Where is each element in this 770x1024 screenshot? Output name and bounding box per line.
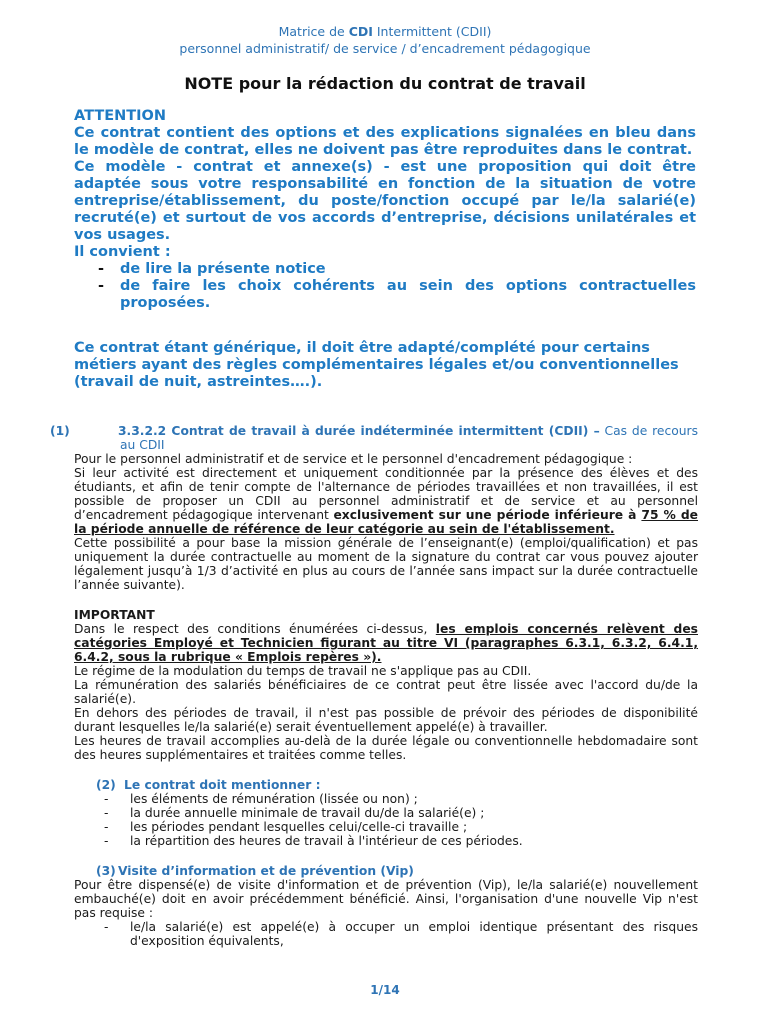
section-3-heading: (3) Visite d’information et de prévention (Vip) xyxy=(96,864,414,878)
section-1-line3: Cette possibilité a pour base la mission générale de l’enseignant(e) (emploi/qualification) et pas uniquement la durée contractuelle au moment de la signature du contrat car vous pouvez ajouter légalement jusqu’à 1/3 d’activité en plus au cours de l’année sans impact sur la durée contractuelle l’année suivante). xyxy=(74,536,698,592)
important-line3: La rémunération des salariés bénéficiaires de ce contrat peut être lissée avec l'accord du/de la salarié(e). xyxy=(74,678,698,706)
list-item: - la durée annuelle minimale de travail du/de la salarié(e) ; xyxy=(74,806,698,820)
list-item: - les périodes pendant lesquelles celui/celle-ci travaille ; xyxy=(74,820,698,834)
important-section xyxy=(74,608,698,762)
list-item: - les éléments de rémunération (lissée ou non) ; xyxy=(74,792,698,806)
section-2 xyxy=(74,778,698,848)
section-3-line1: Pour être dispensé(e) de visite d'information et de prévention (Vip), le/la salarié(e) nouvellement embauché(e) doit en avoir précédemment bénéficié. Ainsi, l'organisation d'une nouvelle Vip n'est pas requise : xyxy=(74,878,698,920)
important-heading: IMPORTANT xyxy=(74,608,155,622)
attention-heading: ATTENTION xyxy=(74,108,166,124)
attention-p1: Ce contrat contient des options et des explications signalées en bleu dans le modèle de contrat, elles ne doivent pas être reproduites dans le contrat. xyxy=(74,125,696,158)
section-1-heading: (1) 3.3.2.2 Contrat de travail à durée indéterminée intermittent (CDII) – Cas de recours au CDII xyxy=(50,424,698,452)
attention-item: - de lire la présente notice xyxy=(74,261,696,278)
list-item: - le/la salarié(e) est appelé(e) à occuper un emploi identique présentant des risques d'exposition équivalents, xyxy=(74,920,698,948)
attention-p3: Il convient : xyxy=(74,244,171,260)
section-1-line1: Pour le personnel administratif et de service et le personnel d'encadrement pédagogique : xyxy=(74,452,633,466)
important-line1: Dans le respect des conditions énumérées ci-dessus, les emplois concernés relèvent des catégories Employé et Technicien figurant au titre VI (paragraphes 6.3.1, 6.3.2, 6.4.1, 6.4.2, sous la rubrique « Emplois repères »). xyxy=(74,622,698,664)
attention-p2: Ce modèle - contrat et annexe(s) - est une proposition qui doit être adaptée sous votre responsabilité en fonction de la situation de votre entreprise/établissement, du poste/fonction occupé par le/la salarié(e) recruté(e) et surtout de vos accords d’entreprise, décisions unilatérales et vos usages. xyxy=(74,159,696,243)
document-header-line1: Matrice de CDI Intermittent (CDII) xyxy=(278,24,492,39)
list-item: - la répartition des heures de travail à l'intérieur de ces périodes. xyxy=(74,834,698,848)
section-1 xyxy=(50,424,699,592)
attention-p4: Ce contrat étant générique, il doit être adapté/complété pour certains métiers ayant des règles complémentaires légales et/ou conventionnelles (travail de nuit, astreintes….). xyxy=(74,340,679,390)
important-line4: En dehors des périodes de travail, il n'est pas possible de prévoir des périodes de disponibilité durant lesquelles le/la salarié(e) serait éventuellement appelé(e) à travailler. xyxy=(74,706,698,734)
document-header-line2: personnel administratif/ de service / d’encadrement pédagogique xyxy=(179,41,591,56)
attention-block xyxy=(74,108,696,312)
section-1-line2: Si leur activité est directement et uniquement conditionnée par la présence des élèves et des étudiants, et afin de tenir compte de l'alternance de périodes travaillées et non travaillées, il est possible de proposer un CDII au personnel administratif et de service et au personnel d’encadrement pédagogique intervenant exclusivement sur une période inférieure à 75 % de la période annuelle de référence de leur catégorie au sein de l'établissement. xyxy=(74,466,699,536)
important-line2: Le régime de la modulation du temps de travail ne s'applique pas au CDII. xyxy=(74,664,532,678)
attention-note xyxy=(74,340,696,391)
important-line5: Les heures de travail accomplies au-delà de la durée légale ou conventionnelle hebdomadaire sont des heures supplémentaires et traitées comme telles. xyxy=(74,734,698,762)
page-title: NOTE pour la rédaction du contrat de travail xyxy=(184,74,586,93)
section-3 xyxy=(74,864,698,948)
attention-item: - de faire les choix cohérents au sein des options contractuelles proposées. xyxy=(74,278,696,312)
section-2-heading: (2) Le contrat doit mentionner : xyxy=(96,778,321,792)
page-number: 1/14 xyxy=(370,983,400,997)
